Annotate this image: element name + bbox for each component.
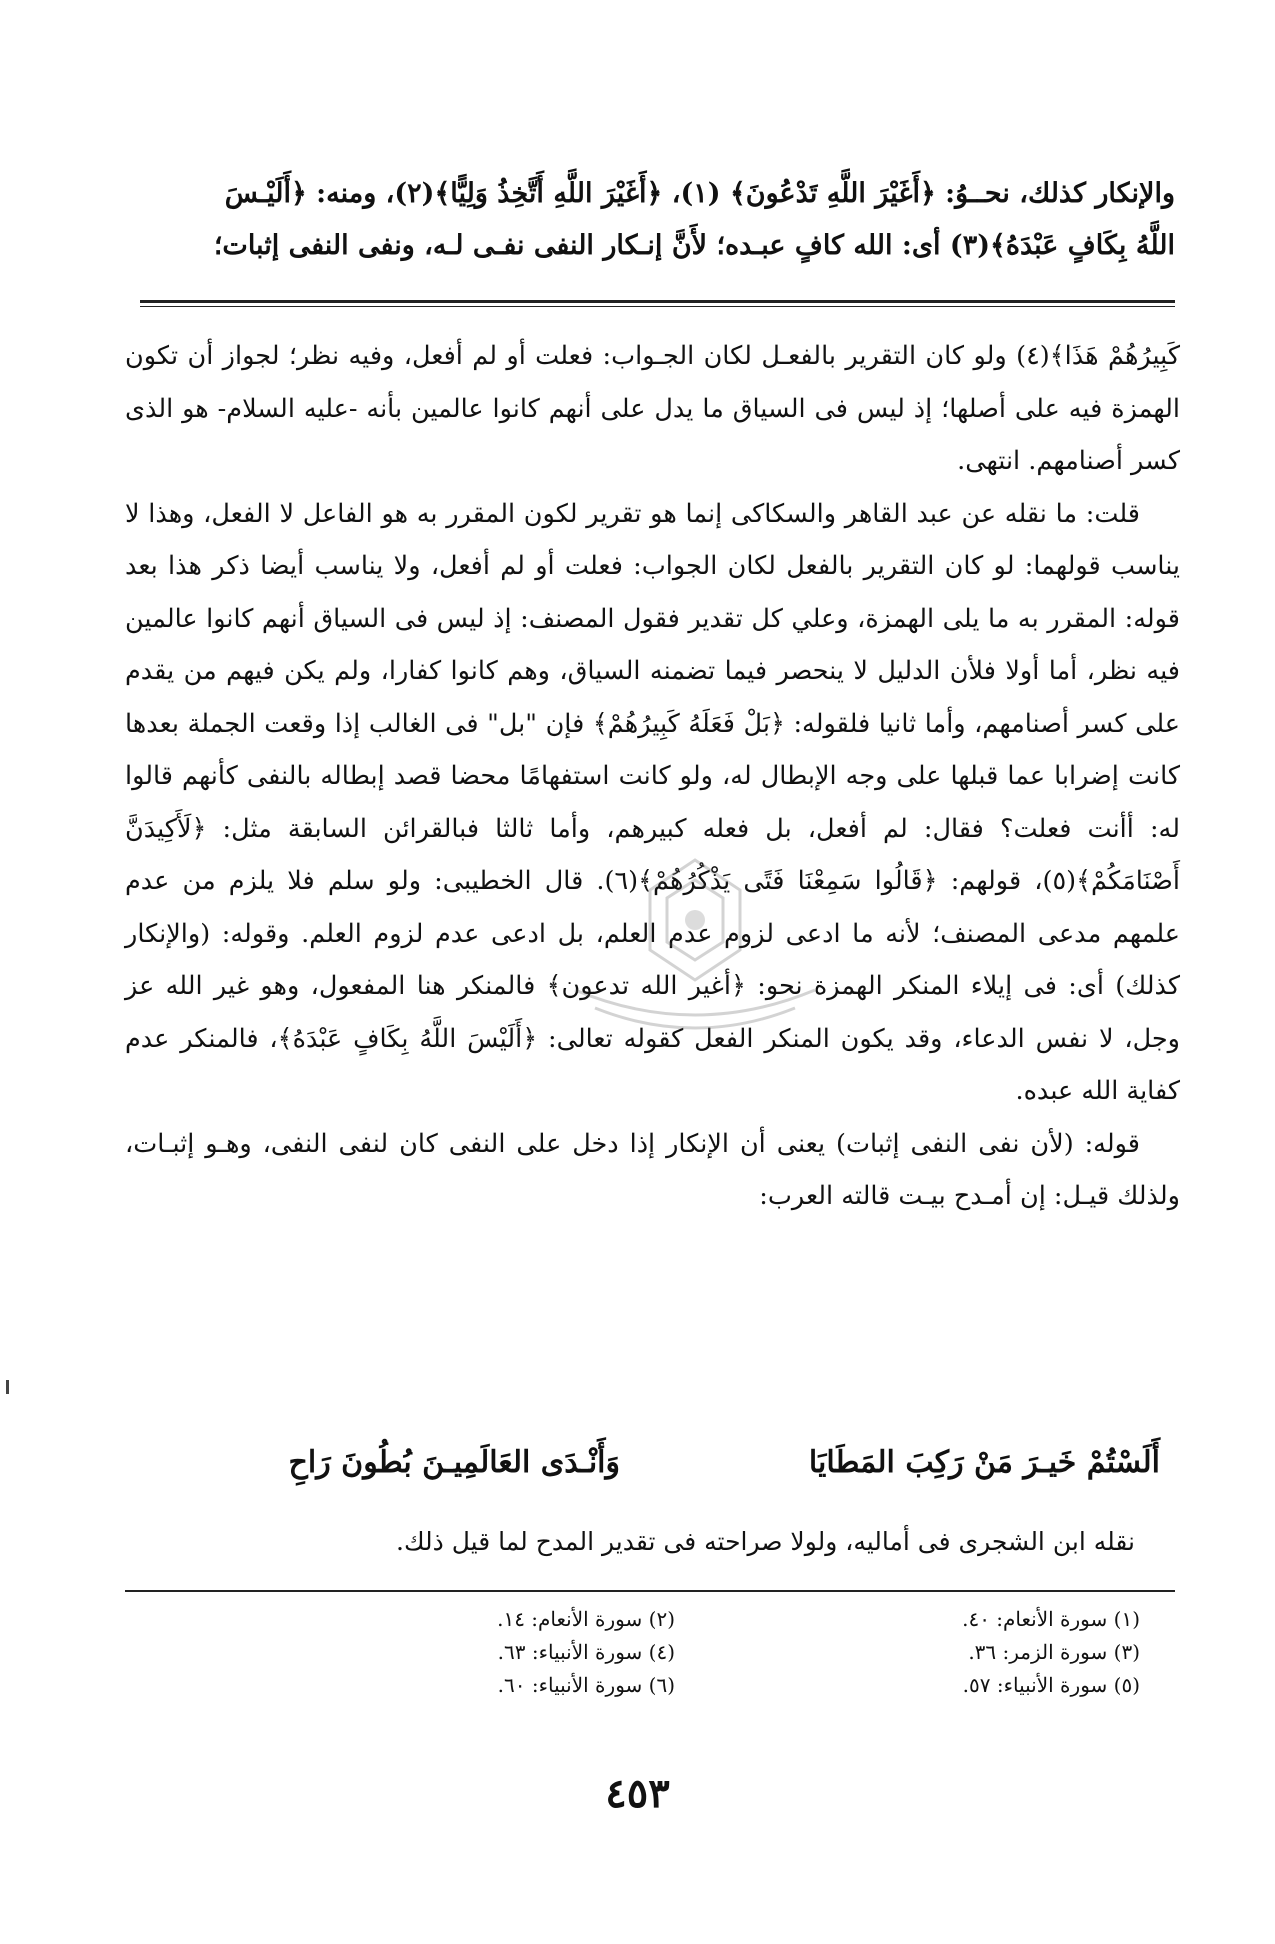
poetry-verse bbox=[180, 1445, 1180, 1505]
commentary bbox=[125, 330, 1180, 1223]
footnote-5: (٥) سورة الأنبياء: ٥٧. bbox=[962, 1673, 1140, 1697]
poem-second-hemistich: وَأَنْـدَى العَالَمِيـنَ بُطُونَ رَاحِ bbox=[288, 1445, 620, 1480]
footnotes-left-column bbox=[497, 1603, 675, 1702]
footnote-1: (١) سورة الأنعام: ٤٠. bbox=[962, 1607, 1140, 1631]
footnote-6: (٦) سورة الأنبياء: ٦٠. bbox=[497, 1673, 675, 1697]
poem-first-hemistich: أَلَسْتُمْ خَيـرَ مَنْ رَكِبَ المَطَايَا bbox=[808, 1445, 1160, 1480]
commentary-closing-line: نقله ابن الشجرى فى أماليه، ولولا صراحته فى تقدير المدح لما قيل ذلك. bbox=[396, 1527, 1135, 1556]
commentary-paragraph-2: قلت: ما نقله عن عبد القاهر والسكاكى إنما هو تقرير لكون المقرر به هو الفاعل لا الفعل، وهذا لا يناسب قولهما: لو كان التقرير بالفعل لكان الجواب: فعلت أو لم أفعل، ولا يناسب أيضا ذكر هذا بعد قوله: المقرر به ما يلى الهمزة، وعلي كل تقدير فقول المصنف: إذ ليس فى السياق أنهم كانوا عالمين فيه نظر، أما أولا فلأن الدليل لا ينحصر فيما تضمنه السياق، وهم كانوا كفارا، ولم يكن فيهم من يقدم على كسر أصنامهم، وأما ثانيا فلقوله: ﴿بَلْ فَعَلَهُ كَبِيرُهُمْ﴾ فإن "بل" فى الغالب إذا وقعت الجملة بعدها كانت إضرابا عما قبلها على وجه الإبطال له، ولو كانت استفهامًا محضا قصد إبطاله بالنفى كأنهم قالوا له: أأنت فعلت؟ فقال: لم أفعل، بل فعله كبيرهم، وأما ثالثا فبالقرائن السابقة مثل: ﴿لَأَكِيدَنَّ أَصْنَامَكُمْ﴾(٥)، قولهم: ﴿قَالُوا سَمِعْنَا فَتًى يَذْكُرُهُمْ﴾(٦). قال الخطيبى: ولو سلم فلا يلزم من عدم علمهم مدعى المصنف؛ لأنه ما ادعى لزوم عدم العلم، بل ادعى عدم لزوم العلم. وقوله: (والإنكار كذلك) أى: فى إيلاء المنكر الهمزة نحو: ﴿أغير الله تدعون﴾ فالمنكر هنا المفعول، وهو غير الله عز وجل، لا نفس الدعاء، وقد يكون المنكر الفعل كقوله تعالى: ﴿أَلَيْسَ اللَّهُ بِكَافٍ عَبْدَهُ﴾، فالمنكر عدم كفاية الله عبده. bbox=[125, 498, 1180, 1106]
main-text-separator bbox=[140, 300, 1175, 307]
page-number: ٤٥٣ bbox=[605, 1770, 670, 1817]
footnote-2: (٢) سورة الأنعام: ١٤. bbox=[497, 1607, 675, 1631]
commentary-paragraph-1: كَبِيرُهُمْ هَذَا﴾(٤) ولو كان التقرير بالفعـل لكان الجـواب: فعلت أو لم أفعل، وفيه نظر؛ لجواز أن تكون الهمزة فيه على أصلها؛ إذ ليس فى السياق ما يدل على أنهم كانوا عالمين بأنه -عليه السلام- هو الذى كسر أصنامهم. انتهى. bbox=[125, 341, 1180, 476]
footnotes-right-column bbox=[962, 1603, 1140, 1702]
scan-edge-mark bbox=[6, 1380, 9, 1394]
footnote-separator bbox=[125, 1590, 1175, 1592]
commentary-paragraph-3: قوله: (لأن نفى النفى إثبات) يعنى أن الإنكار إذا دخل على النفى كان لنفى النفى، وهـو إثبـات، ولذلك قيـل: إن أمـدح بيـت قالته العرب: bbox=[125, 1128, 1180, 1211]
library-seal-stamp-icon bbox=[555, 840, 835, 1040]
main-text-line-2: اللَّهُ بِكَافٍ عَبْدَهُ﴾(٣) أى: الله كافٍ عبـده؛ لأَنَّ إنـكار النفى نفـى لـه، ونفى النفى إثبات؛ bbox=[213, 230, 1175, 261]
footnote-4: (٤) سورة الأنبياء: ٦٣. bbox=[497, 1640, 675, 1664]
footnote-3: (٣) سورة الزمر: ٣٦. bbox=[968, 1640, 1140, 1664]
main-text bbox=[140, 168, 1175, 272]
main-text-line-1: والإنكار كذلك، نحــوُ: ﴿أَغَيْرَ اللَّهِ تَدْعُونَ﴾ (١)، ﴿أَغَيْرَ اللَّهِ أَتَّخِذُ وَلِيًّا﴾(٢)، ومنه: ﴿أَلَيْـسَ bbox=[224, 178, 1175, 209]
